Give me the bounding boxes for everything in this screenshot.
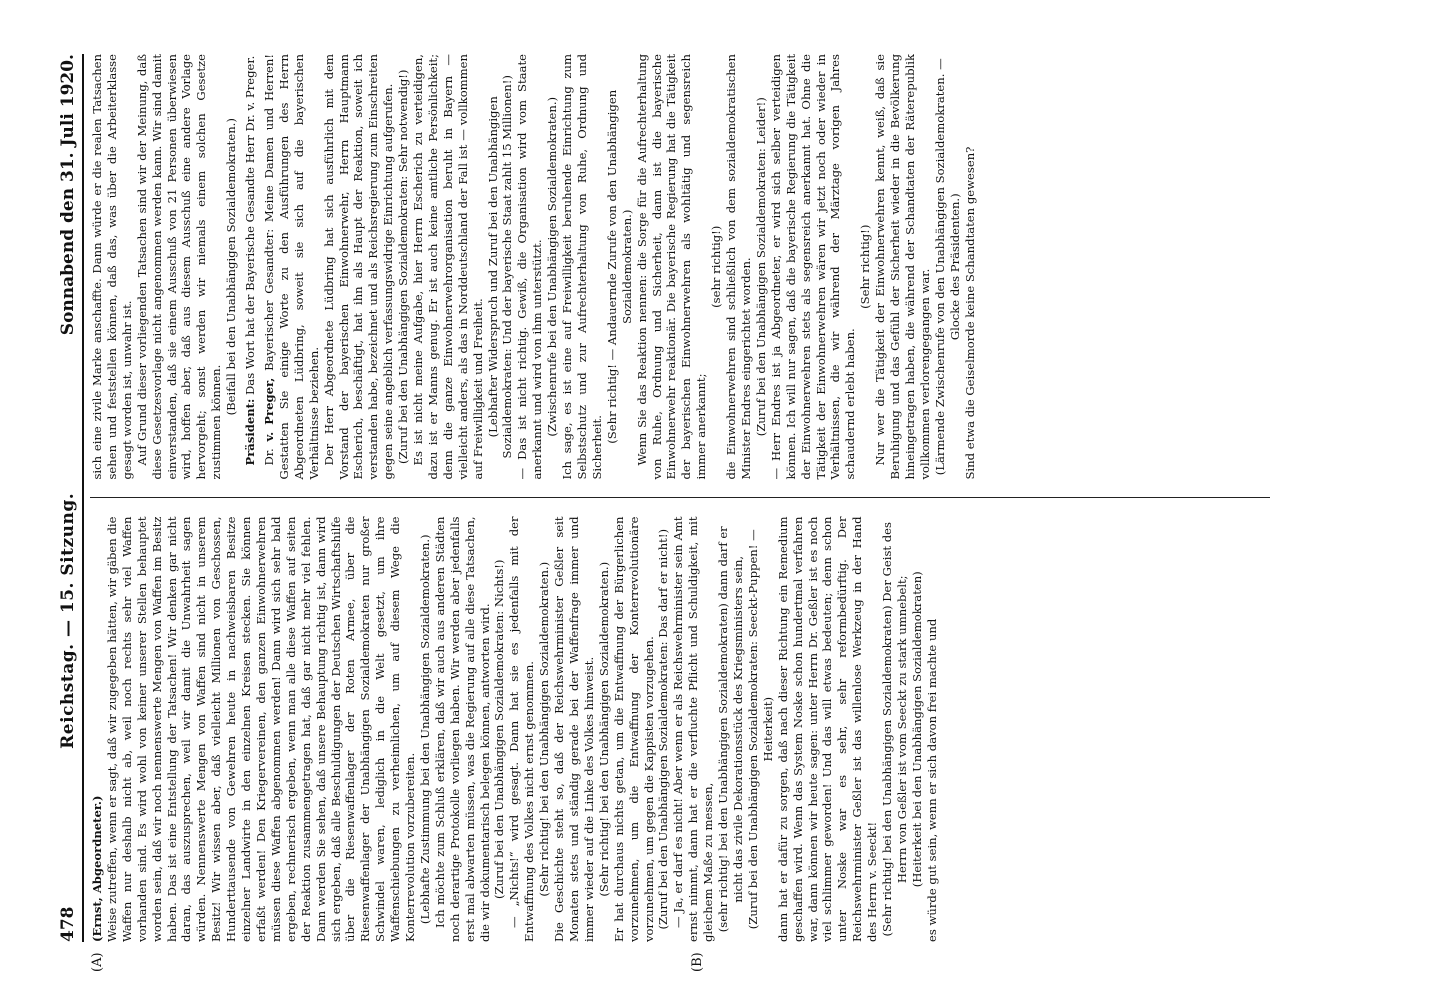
session-date: Sonnabend den 31. Juli 1920. bbox=[58, 54, 78, 336]
page-header bbox=[58, 54, 84, 942]
paragraph: Der Herr Abgeordnete Lüdbring hat sich ausführlich mit dem Vorstand der bayerischen Einwohnerwehr, Herrn Hauptmann Escherich, beschäftigt, hat ihn als Haupt der Reaktion, soweit ich verstanden habe, bezeichnet und als Reichsregierung zum Einschreiten gegen seine angeblich verfassungswidrige Einrichtung aufgerufen. bbox=[321, 54, 396, 480]
interjection: (Sehr richtig! bei den Unabhängigen Sozialdemokraten.) bbox=[596, 561, 611, 897]
interjection: (sehr richtig!) bbox=[709, 225, 724, 308]
interjection: (Sehr richtig! bei den Unabhängigen Sozialdemokraten.) bbox=[537, 561, 552, 897]
session-title: Reichstag. — 15. Sitzung. bbox=[58, 492, 78, 749]
interjection: (Lärmende Zwischenrufe von den Unabhängigen Sozialdemokraten. — Glocke des Präsidenten.) bbox=[932, 58, 962, 476]
page-number: 478 bbox=[58, 906, 78, 942]
paragraph: Auf Grund dieser vorliegenden Tatsachen sind wir der Meinung, daß diese Gesetzesvorlage nicht angenommen werden kann. Wir sind damit einverstanden, daß sie einem Ausschuß von 21 Personen überwiesen wird, hoffen aber, daß aus diesem Ausschuß eine andere Vorlage hervorgeht; sonst werden wir niemals einem solchen Gesetze zustimmen können. bbox=[134, 54, 224, 480]
interjection: (Zuruf bei den Unabhängigen Sozialdemokraten: Leider!) bbox=[753, 97, 768, 437]
interjection: (sehr richtig! bei den Unabhängigen Sozialdemokraten) dann darf er nicht das zivile Dekorationsstück des Kriegsministers sein, bbox=[716, 526, 745, 933]
interjection: (Sehr richtig!) bbox=[858, 224, 873, 309]
paragraph: Die Geschichte steht so, daß der Reichswehrminister Geßler seit Monaten stets und ständig gerade bei der Waffenfrage immer und immer wieder auf die Linke des Volkes hinweist. bbox=[552, 516, 596, 942]
paragraph: — „Nichts!“ wird gesagt. Dann hat sie es jedenfalls mit der Entwaffnung des Volkes nicht ernst genommen. bbox=[507, 516, 537, 942]
interjection: (Zuruf bei den Unabhängigen Sozialdemokraten: Das darf er nicht!) bbox=[656, 528, 671, 930]
left-column bbox=[90, 516, 1270, 942]
paragraph: — Ja, er darf es nicht! Aber wenn er als Reichswehrminister sein Amt ernst nimmt, dann hat er die verfluchte Pflicht und Schuldigkeit, mit gleichem Maße zu messen, bbox=[671, 516, 716, 942]
interjection: (Zuruf bei den Unabhängigen Sozialdemokraten: Seeckt-Puppen! — Heiterkeit) bbox=[745, 529, 775, 930]
interjection: (Sehr richtig! — Andauernde Zurufe von den Unabhängigen Sozialdemokraten.) bbox=[604, 89, 634, 444]
interjection: (Zwischenrufe bei den Unabhängigen Sozialdemokraten.) bbox=[545, 96, 560, 437]
paragraph: — Das ist nicht richtig. Gewiß, die Organisation wird vom Staate anerkannt und wird von ihm unterstützt. bbox=[515, 54, 545, 480]
speaker-name: v. Preger, bbox=[261, 377, 276, 442]
speaker-prefix: Dr. bbox=[261, 448, 276, 466]
interjection: (Beifall bei den Unabhängigen Sozialdemokraten.) bbox=[224, 118, 239, 416]
paragraph: Sind etwa die Geiselmorde keine Schandtaten gewesen? bbox=[962, 146, 977, 480]
paragraph: sich eine zivile Marke anschaffte. Dann würde er die realen Tatsachen sehen und feststellen können, daß das, was über die Arbeiterklasse gesagt worden ist, unwahr ist. bbox=[90, 54, 134, 480]
paragraph: die Einwohnerwehren sind schließlich von dem sozialdemokratischen Minister Endres eingerichtet worden. bbox=[724, 54, 753, 480]
paragraph: Bayerischer Gesandter: Meine Damen und Herren! Gestatten Sie einige Worte zu den Ausführungen des Herrn Abgeordneten Lüdbring, soweit sie sich auf die bayerischen Verhältnisse beziehen. bbox=[261, 54, 321, 480]
paragraph: — Herr Endres ist ja Abgeordneter, er wird sich selber verteidigen können. Ich will nur sagen, daß die bayerische Regierung die Tätigkeit der Einwohnerwehren stets als segensreich anerkannt hat. Ohne die Tätigkeit der Einwohnerwehren wären wir jetzt noch oder wieder in Verhältnissen, die wir während der Märztage vorigen Jahres schaudernd erlebt haben. bbox=[768, 54, 858, 480]
margin-letter-b: (B) bbox=[690, 952, 705, 972]
paragraph: Es ist nicht meine Aufgabe, hier Herrn Escherich zu verteidigen, dazu ist er Manns genug. Er ist auch keine amtliche Persönlichkeit; denn die ganze Einwohnerwehrorganisation beruht in Bayern — vielleicht anders, als das in Norddeutschland der Fall ist — vollkommen auf Freiwilligkeit und Freiheit. bbox=[411, 54, 485, 480]
interjection: (Zuruf bei den Unabhängigen Sozialdemokraten: Sehr notwendig!) bbox=[396, 69, 411, 464]
interjection: (Heiterkeit bei den Unabhängigen Sozialdemokraten) bbox=[909, 571, 924, 888]
interjection: (Zuruf bei den Unabhängigen Sozialdemokraten: Nichts!) bbox=[492, 559, 507, 899]
paragraph: es würde gut sein, wenn er sich davon frei machte und bbox=[924, 618, 939, 942]
right-column bbox=[90, 54, 1270, 480]
president-label: Präsident: bbox=[243, 398, 258, 466]
digitization-attribution bbox=[1412, 30, 1426, 970]
paragraph: Nur wer die Tätigkeit der Einwohnerwehren kennt, weiß, daß sie Beruhigung und das Gefühl der Sicherheit wieder in die Bevölkerung hineingetragen haben, die während der Schandtaten der Räterepublik vollkommen verlorengegangen war. bbox=[873, 54, 932, 480]
paragraph: Ich sage, es ist eine auf Freiwilligkeit beruhende Einrichtung zum Selbstschutz und zur Aufrechterhaltung von Ruhe, Ordnung und Sicherheit. bbox=[560, 54, 604, 480]
paragraph: Wenn Sie das Reaktion nennen: die Sorge für die Aufrechterhaltung von Ruhe, Ordnung und Sicherheit, dann ist die bayerische Einwohnerwehr reaktionär. Die bayerische Regierung hat die Tätigkeit der bayerischen Einwohnerwehren als wohltätig und segensreich immer anerkannt; bbox=[634, 54, 709, 480]
text-columns bbox=[90, 54, 1270, 972]
margin-letter-a: (A) bbox=[90, 952, 105, 972]
paragraph: Weise zutreffen, wenn er sagt, daß wir zugegeben hätten, wir gäben die Waffen nur deshalb nicht ab, weil noch rechts sehr viel Waffen vorhanden sind. Es wird wohl von keiner unserer Stellen behauptet worden sein, daß wir noch nennenswerte Mengen von Waffen im Besitz haben. Das ist eine Entstellung der Tatsachen! Wir denken gar nicht daran, das auszusprechen, weil wir damit die Unwahrheit sagen würden. Nennenswerte Mengen von Waffen sind nicht in unserem Besitz! Wir wissen aber, daß vielleicht Millionen von Geschossen, Hunderttausende von Gewehren heute in nachweisbaren Besitze einzelner Landwirte in den einzelnen Kreisen stecken. Sie können erfaßt werden! Den Kriegervereinen, den ganzen Einwohnerwehren müssen diese Waffen abgenommen werden! Dann wird sich sehr bald ergeben, rechnerisch ergeben, wenn man alle diese Waffen auf seiten der Reaktion zusammengetragen hat, daß gar nicht mehr viel fehlen. Dann werden Sie sehen, daß unsere Behauptung richtig ist, dann wird sich ergeben, daß alle Beschuldigungen der Deutschen Wirtschaftshilfe über die Riesenwaffenlager der Roten Armee, über die Riesenwaffenlager der Unabhängigen Sozialdemokraten nur großer Schwindel waren, lediglich in die Welt gesetzt, um ihre Waffenschiebungen zu verheimlichen, um auf diesem Wege die Konterrevolution vorzubereiten. bbox=[104, 516, 418, 942]
column-divider bbox=[90, 498, 1270, 499]
paragraph: Er hat durchaus nichts getan, um die Entwaffnung der Bürgerlichen vorzunehmen, um die Entwaffnung der Konterrevolutionäre vorzunehmen, um gegen die Kappisten vorzugehen. bbox=[611, 516, 656, 942]
interjection: (Sehr richtig! bei den Unabhängigen Sozialdemokraten) Der Geist des Herrn von Geßler ist vom Seeckt zu stark umnebelt; bbox=[880, 522, 909, 937]
interjection: (Lebhafter Widerspruch und Zuruf bei den Unabhängigen Sozialdemokraten: Und der bayerische Staat zahlt 15 Millionen!) bbox=[485, 75, 515, 459]
president-text: Das Wort hat der Bayerische Gesandte Herr Dr. v. Preger. bbox=[243, 55, 258, 395]
paragraph: dann hat er dafür zu sorgen, daß nach dieser Richtung ein Remedium geschaffen wird. Wenn das System Noske schon hundertmal verfahren war, dann können wir heute sagen: unter Herrn Dr. Geßler ist es noch viel schlimmer geworden! Und das will etwas bedeuten; denn schon unter Noske war es sehr, sehr reformbedürftig. Der Reichswehrminister Geßler ist das willenlose Werkzeug in der Hand des Herrn v. Seeckt! bbox=[775, 516, 880, 942]
paragraph: Ich möchte zum Schluß erklären, daß wir auch aus anderen Städten noch derartige Protokolle vorliegen haben. Wir werden aber jedenfalls erst mal abwarten müssen, was die Regierung auf alle diese Tatsachen, die wir dokumentarisch belegen können, antworten wird. bbox=[432, 516, 492, 942]
interjection: (Lebhafte Zustimmung bei den Unabhängigen Sozialdemokraten.) bbox=[417, 534, 432, 925]
speaker-tag: (Ernst, Abgeordneter.) bbox=[90, 795, 104, 942]
